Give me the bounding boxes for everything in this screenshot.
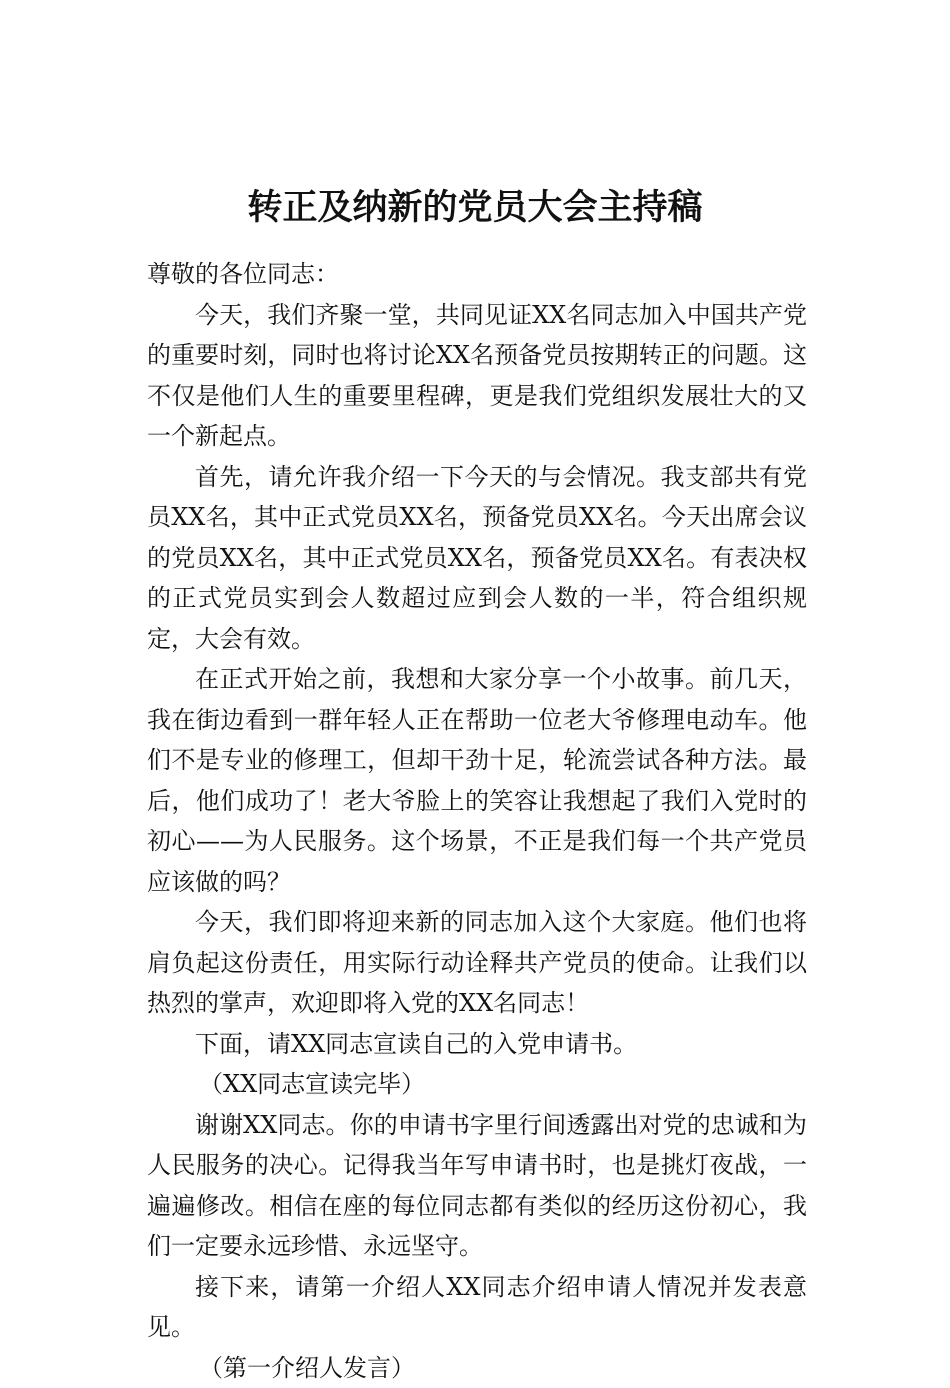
paragraph-first-introducer: 接下来，请第一介绍人XX同志介绍申请人情况并发表意见。: [147, 1267, 807, 1348]
stage-direction-introducer-speech: （第一介绍人发言）: [147, 1348, 807, 1388]
paragraph-attendance: 首先，请允许我介绍一下今天的与会情况。我支部共有党员XX名，其中正式党员XX名，预备党员XX名。今天出席会议的党员XX名，其中正式党员XX名，预备党员XX名。有表决权的正式党员实到会人数超过应到会人数的一半，符合组织规定，大会有效。: [147, 457, 807, 660]
stage-direction-reading-done: （XX同志宣读完毕）: [147, 1064, 807, 1105]
paragraph-story: 在正式开始之前，我想和大家分享一个小故事。前几天，我在街边看到一群年轻人正在帮助一位老大爷修理电动车。他们不是专业的修理工，但却干劲十足，轮流尝试各种方法。最后，他们成功了！老大爷脸上的笑容让我想起了我们入党时的初心——为人民服务。这个场景，不正是我们每一个共产党员应该做的吗？: [147, 659, 807, 902]
document-body: [147, 254, 807, 1388]
paragraph-opening: 今天，我们齐聚一堂，共同见证XX名同志加入中国共产党的重要时刻，同时也将讨论XX名预备党员按期转正的问题。这不仅是他们人生的重要里程碑，更是我们党组织发展壮大的又一个新起点。: [147, 295, 807, 457]
paragraph-welcome: 今天，我们即将迎来新的同志加入这个大家庭。他们也将肩负起这份责任，用实际行动诠释共产党员的使命。让我们以热烈的掌声，欢迎即将入党的XX名同志！: [147, 902, 807, 1024]
salutation: 尊敬的各位同志：: [147, 254, 807, 295]
paragraph-application-reading: 下面，请XX同志宣读自己的入党申请书。: [147, 1024, 807, 1065]
document-title: 转正及纳新的党员大会主持稿: [0, 183, 950, 233]
paragraph-thanks: 谢谢XX同志。你的申请书字里行间透露出对党的忠诚和为人民服务的决心。记得我当年写申请书时，也是挑灯夜战，一遍遍修改。相信在座的每位同志都有类似的经历这份初心，我们一定要永远珍惜、永远坚守。: [147, 1105, 807, 1267]
